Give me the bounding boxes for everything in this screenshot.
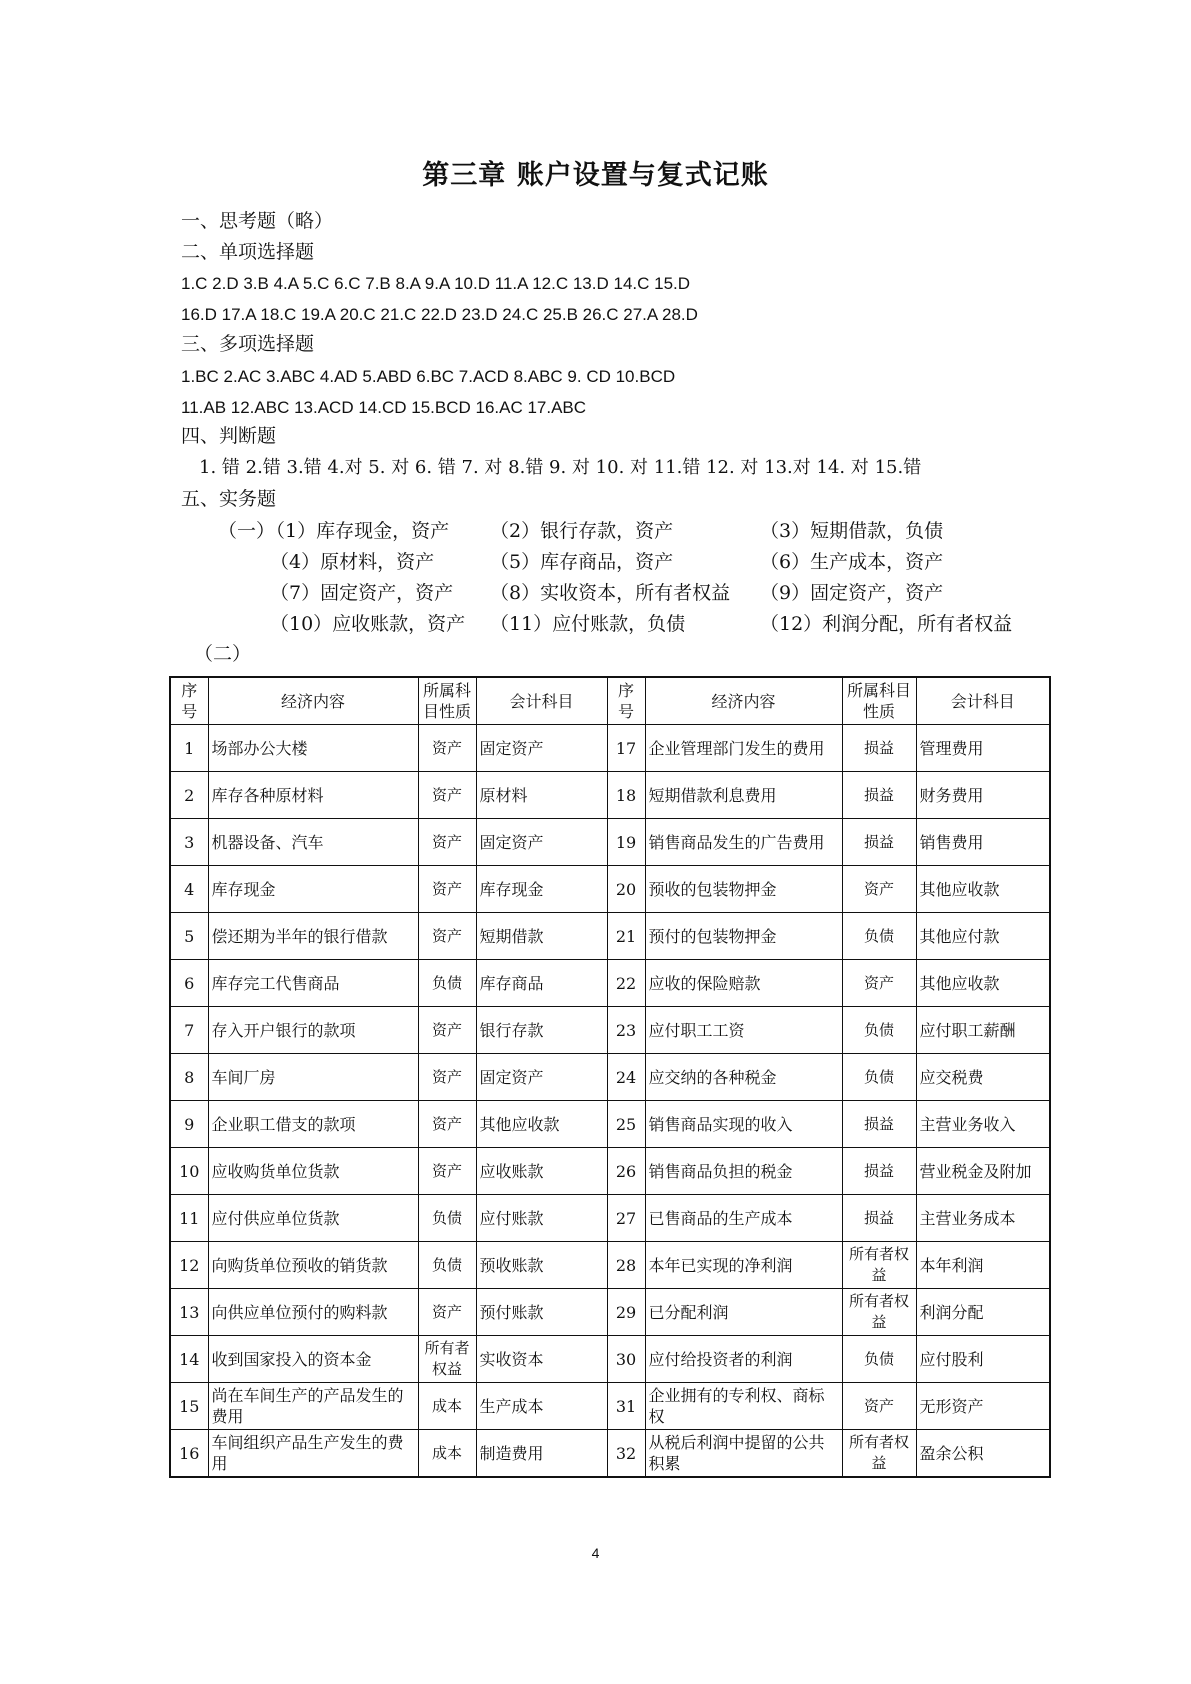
section-heading-single-choice: 二、单项选择题 [181,241,315,263]
economic-content-cell: 预付的包装物押金 [645,913,842,960]
column-header: 经济内容 [645,677,842,725]
economic-content-cell: 场部办公大楼 [208,725,418,772]
table-row [170,1430,1050,1478]
row-number-cell: 24 [607,1054,645,1101]
account-title-cell: 预付账款 [476,1289,607,1336]
row-number-cell: 14 [170,1336,208,1383]
part1-item: （2）银行存款，资产 [490,520,674,542]
table-row [170,1054,1050,1101]
part2-label: （二） [194,643,252,665]
account-nature-cell: 资产 [418,1054,476,1101]
account-nature-cell: 资产 [418,866,476,913]
row-number-cell: 8 [170,1054,208,1101]
economic-content-cell: 企业拥有的专利权、商标权 [645,1383,842,1430]
account-nature-cell: 负债 [842,1336,916,1383]
part1-item: （6）生产成本，资产 [760,551,944,573]
account-nature-cell: 损益 [842,1101,916,1148]
account-title-cell: 实收资本 [476,1336,607,1383]
economic-content-cell: 企业职工借支的款项 [208,1101,418,1148]
account-nature-cell: 资产 [418,819,476,866]
part1-item: （9）固定资产，资产 [760,582,944,604]
table-row [170,1148,1050,1195]
account-title-cell: 主营业务成本 [916,1195,1050,1242]
column-header: 序号 [170,677,208,725]
account-title-cell: 库存商品 [476,960,607,1007]
table-row [170,725,1050,772]
table-row [170,913,1050,960]
column-header: 所属科目性质 [842,677,916,725]
economic-content-cell: 已分配利润 [645,1289,842,1336]
account-title-cell: 应付职工薪酬 [916,1007,1050,1054]
table-row [170,866,1050,913]
table-row [170,1383,1050,1430]
economic-content-cell: 应付供应单位货款 [208,1195,418,1242]
economic-content-cell: 尚在车间生产的产品发生的费用 [208,1383,418,1430]
account-title-cell: 银行存款 [476,1007,607,1054]
row-number-cell: 18 [607,772,645,819]
account-title-cell: 利润分配 [916,1289,1050,1336]
table-row [170,1289,1050,1336]
account-title-cell: 其他应付款 [916,913,1050,960]
economic-content-cell: 向购货单位预收的销货款 [208,1242,418,1289]
economic-content-cell: 向供应单位预付的购料款 [208,1289,418,1336]
judgement-answers-line: 1. 错 2.错 3.错 4.对 5. 对 6. 错 7. 对 8.错 9. 对 10. 对 11.错 12. 对 13.对 14. 对 15.错 [199,457,922,478]
economic-content-cell: 销售商品发生的广告费用 [645,819,842,866]
account-nature-cell: 资产 [418,1007,476,1054]
economic-content-cell: 库存现金 [208,866,418,913]
account-nature-cell: 成本 [418,1383,476,1430]
section-heading-judgement: 四、判断题 [181,425,277,447]
row-number-cell: 12 [170,1242,208,1289]
account-nature-cell: 损益 [842,725,916,772]
account-title-cell: 无形资产 [916,1383,1050,1430]
economic-content-cell: 销售商品实现的收入 [645,1101,842,1148]
row-number-cell: 30 [607,1336,645,1383]
account-nature-cell: 资产 [418,913,476,960]
account-nature-cell: 负债 [418,960,476,1007]
section-heading-practice: 五、实务题 [181,488,277,510]
part1-item: （1）库存现金，资产 [266,520,450,542]
account-title-cell: 短期借款 [476,913,607,960]
account-classification-table [169,676,1051,1478]
account-title-cell: 其他应收款 [916,866,1050,913]
account-title-cell: 应收账款 [476,1148,607,1195]
row-number-cell: 26 [607,1148,645,1195]
row-number-cell: 21 [607,913,645,960]
account-nature-cell: 所有者权益 [842,1242,916,1289]
account-title-cell: 财务费用 [916,772,1050,819]
economic-content-cell: 短期借款利息费用 [645,772,842,819]
economic-content-cell: 应付职工工资 [645,1007,842,1054]
row-number-cell: 4 [170,866,208,913]
account-nature-cell: 资产 [418,725,476,772]
table-row [170,1101,1050,1148]
account-nature-cell: 损益 [842,1195,916,1242]
part1-item: （10）应收账款，资产 [270,613,466,635]
account-title-cell: 盈余公积 [916,1430,1050,1478]
section-heading-multi-choice: 三、多项选择题 [181,333,315,355]
account-nature-cell: 资产 [418,1289,476,1336]
account-nature-cell: 资产 [842,960,916,1007]
account-title-cell: 管理费用 [916,725,1050,772]
account-nature-cell: 资产 [842,1383,916,1430]
economic-content-cell: 存入开户银行的款项 [208,1007,418,1054]
account-nature-cell: 负债 [418,1242,476,1289]
row-number-cell: 15 [170,1383,208,1430]
economic-content-cell: 机器设备、汽车 [208,819,418,866]
row-number-cell: 28 [607,1242,645,1289]
account-title-cell: 应付账款 [476,1195,607,1242]
table-row [170,1195,1050,1242]
account-nature-cell: 损益 [842,819,916,866]
account-title-cell: 其他应收款 [476,1101,607,1148]
economic-content-cell: 应交纳的各种税金 [645,1054,842,1101]
economic-content-cell: 应收购货单位货款 [208,1148,418,1195]
part1-item: （11）应付账款，负债 [490,613,686,635]
column-header: 会计科目 [916,677,1050,725]
economic-content-cell: 收到国家投入的资本金 [208,1336,418,1383]
row-number-cell: 32 [607,1430,645,1478]
row-number-cell: 2 [170,772,208,819]
row-number-cell: 22 [607,960,645,1007]
column-header: 经济内容 [208,677,418,725]
row-number-cell: 6 [170,960,208,1007]
section-heading-thinking: 一、思考题（略） [181,210,334,232]
account-title-cell: 生产成本 [476,1383,607,1430]
table-row [170,772,1050,819]
account-nature-cell: 所有者权益 [418,1336,476,1383]
account-title-cell: 固定资产 [476,819,607,866]
account-nature-cell: 资产 [418,1101,476,1148]
column-header: 会计科目 [476,677,607,725]
economic-content-cell: 库存完工代售商品 [208,960,418,1007]
account-title-cell: 固定资产 [476,725,607,772]
economic-content-cell: 销售商品负担的税金 [645,1148,842,1195]
account-nature-cell: 资产 [842,866,916,913]
row-number-cell: 25 [607,1101,645,1148]
part1-item: （3）短期借款，负债 [760,520,944,542]
table-row [170,819,1050,866]
table-row [170,1007,1050,1054]
row-number-cell: 31 [607,1383,645,1430]
row-number-cell: 29 [607,1289,645,1336]
economic-content-cell: 从税后利润中提留的公共积累 [645,1430,842,1478]
part1-item: （8）实收资本，所有者权益 [490,582,731,604]
row-number-cell: 20 [607,866,645,913]
part1-item: （5）库存商品，资产 [490,551,674,573]
account-title-cell: 原材料 [476,772,607,819]
table-row [170,1242,1050,1289]
single-choice-answers-line: 16.D 17.A 18.C 19.A 20.C 21.C 22.D 23.D 24.C 25.B 26.C 27.A 28.D [181,305,698,324]
economic-content-cell: 库存各种原材料 [208,772,418,819]
multi-choice-answers-line: 11.AB 12.ABC 13.ACD 14.CD 15.BCD 16.AC 17.ABC [181,398,587,417]
row-number-cell: 9 [170,1101,208,1148]
account-nature-cell: 资产 [418,772,476,819]
column-header: 序号 [607,677,645,725]
account-nature-cell: 所有者权益 [842,1430,916,1478]
account-title-cell: 营业税金及附加 [916,1148,1050,1195]
account-title-cell: 预收账款 [476,1242,607,1289]
row-number-cell: 17 [607,725,645,772]
economic-content-cell: 车间厂房 [208,1054,418,1101]
account-nature-cell: 所有者权益 [842,1289,916,1336]
row-number-cell: 3 [170,819,208,866]
economic-content-cell: 车间组织产品生产发生的费用 [208,1430,418,1478]
account-nature-cell: 成本 [418,1430,476,1478]
row-number-cell: 11 [170,1195,208,1242]
account-title-cell: 固定资产 [476,1054,607,1101]
account-title-cell: 销售费用 [916,819,1050,866]
economic-content-cell: 预收的包装物押金 [645,866,842,913]
account-title-cell: 本年利润 [916,1242,1050,1289]
row-number-cell: 19 [607,819,645,866]
table-row [170,1336,1050,1383]
account-nature-cell: 负债 [842,1054,916,1101]
row-number-cell: 5 [170,913,208,960]
account-nature-cell: 损益 [842,772,916,819]
account-nature-cell: 资产 [418,1148,476,1195]
account-nature-cell: 负债 [842,913,916,960]
row-number-cell: 27 [607,1195,645,1242]
economic-content-cell: 已售商品的生产成本 [645,1195,842,1242]
row-number-cell: 16 [170,1430,208,1478]
table-header-row [170,677,1050,725]
page-title: 第三章 账户设置与复式记账 [422,160,769,191]
account-title-cell: 其他应收款 [916,960,1050,1007]
row-number-cell: 1 [170,725,208,772]
part1-label: （一） [218,520,276,542]
account-nature-cell: 损益 [842,1148,916,1195]
part1-item: （4）原材料，资产 [270,551,435,573]
multi-choice-answers-line: 1.BC 2.AC 3.ABC 4.AD 5.ABD 6.BC 7.ACD 8.ABC 9. CD 10.BCD [181,367,676,386]
account-nature-cell: 负债 [842,1007,916,1054]
table-row [170,960,1050,1007]
account-title-cell: 主营业务收入 [916,1101,1050,1148]
account-title-cell: 应交税费 [916,1054,1050,1101]
row-number-cell: 23 [607,1007,645,1054]
economic-content-cell: 应收的保险赔款 [645,960,842,1007]
single-choice-answers-line: 1.C 2.D 3.B 4.A 5.C 6.C 7.B 8.A 9.A 10.D 11.A 12.C 13.D 14.C 15.D [181,274,691,293]
account-nature-cell: 负债 [418,1195,476,1242]
economic-content-cell: 应付给投资者的利润 [645,1336,842,1383]
economic-content-cell: 偿还期为半年的银行借款 [208,913,418,960]
account-title-cell: 制造费用 [476,1430,607,1478]
account-title-cell: 库存现金 [476,866,607,913]
economic-content-cell: 企业管理部门发生的费用 [645,725,842,772]
economic-content-cell: 本年已实现的净利润 [645,1242,842,1289]
row-number-cell: 10 [170,1148,208,1195]
part1-item: （12）利润分配，所有者权益 [760,613,1013,635]
page-number: 4 [591,1545,600,1561]
part1-item: （7）固定资产，资产 [270,582,454,604]
row-number-cell: 7 [170,1007,208,1054]
row-number-cell: 13 [170,1289,208,1336]
column-header: 所属科目性质 [418,677,476,725]
account-title-cell: 应付股利 [916,1336,1050,1383]
